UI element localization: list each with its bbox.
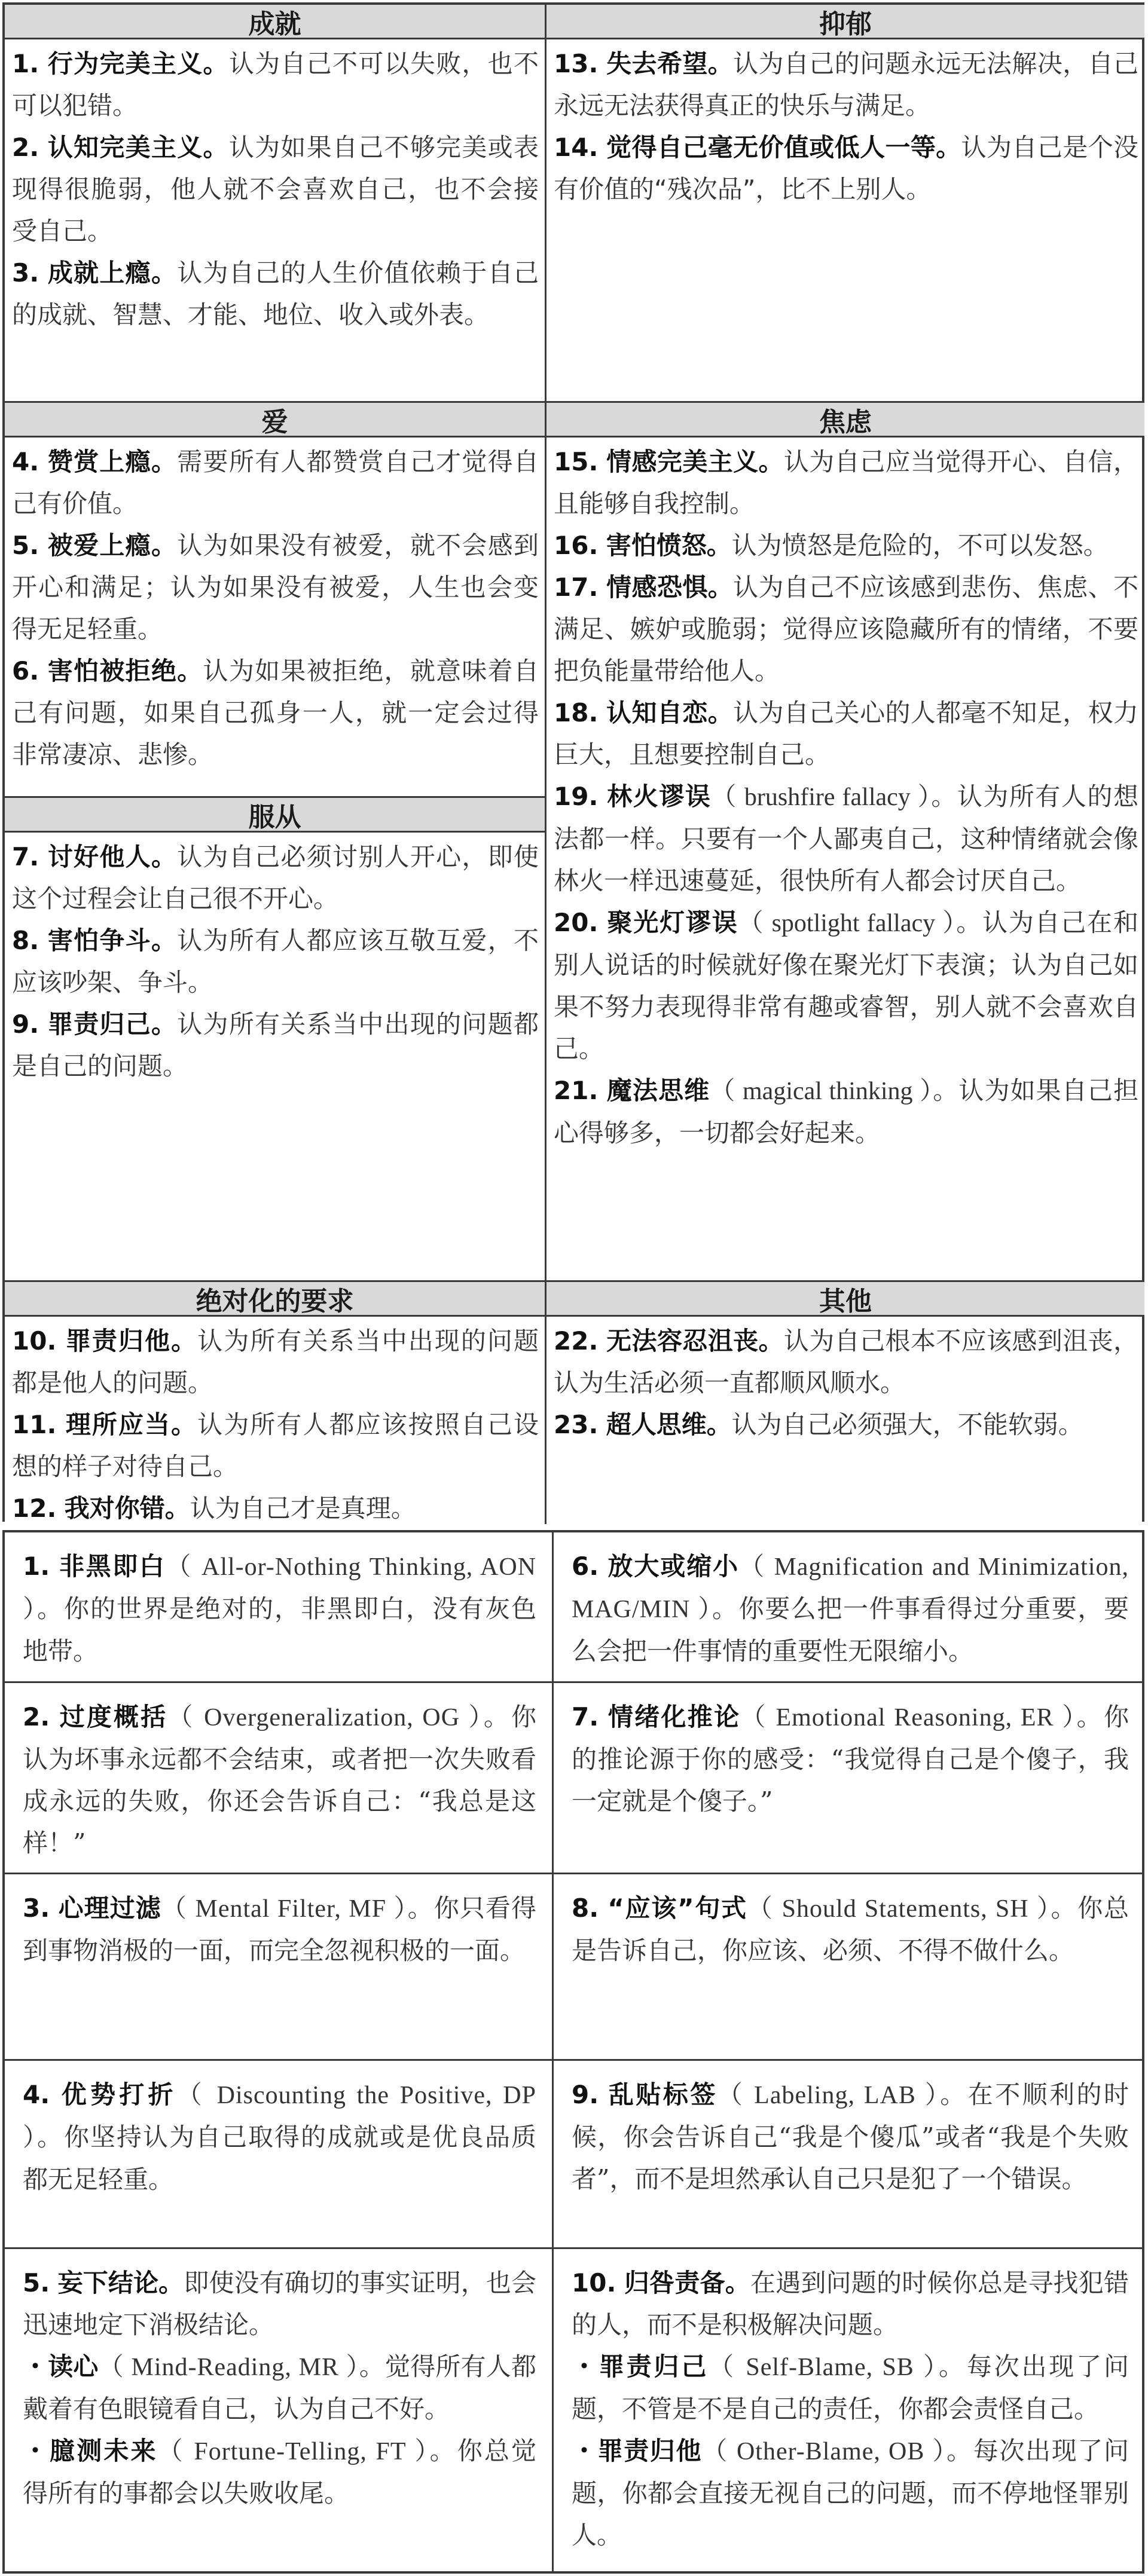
belief-item	[554, 127, 1138, 210]
item-desc: 认为自己必须讨别人开心，即使这个过程会让自己很不开心。	[12, 842, 539, 913]
item-english: （ Overgeneralization, OG ）。	[167, 1704, 511, 1731]
item-desc: 认为自己的问题永远无法解决，自己永远无法获得真正的快乐与满足。	[554, 49, 1138, 120]
section-achievement	[5, 5, 545, 403]
belief-item	[554, 1320, 1138, 1404]
item-desc: 认为所有关系当中出现的问题都是自己的问题。	[12, 1009, 539, 1081]
item-desc: 认为自己是个没有价值的“残次品”，比不上别人。	[554, 133, 1138, 204]
belief-item	[12, 1320, 539, 1404]
section-title: 抑郁	[546, 5, 1144, 39]
item-english: （ Emotional Reasoning, ER ）。	[740, 1704, 1104, 1731]
item-term: “应该”句式	[607, 1893, 747, 1923]
item-term: 优势打折	[61, 2080, 177, 2109]
item-desc: 即使没有确切的事实证明，也会迅速地定下消极结论。	[23, 2268, 536, 2339]
item-english: （ Discounting the Positive, DP ）。	[23, 2082, 536, 2152]
distortion-cell	[5, 2249, 552, 2571]
item-desc: 你只看得到事物消极的一面，而完全忽视积极的一面。	[23, 1893, 536, 1965]
bullet-dot: ・	[23, 2436, 50, 2465]
item-number: 4.	[12, 447, 39, 476]
item-number: 12.	[12, 1494, 57, 1523]
belief-item	[12, 920, 539, 1004]
item-term: 心理过滤	[58, 1893, 161, 1923]
item-desc: 每次出现了问题，不管是不是自己的责任，你都会责怪自己。	[572, 2352, 1129, 2424]
belief-item	[554, 1404, 1138, 1446]
section-title: 服从	[5, 798, 545, 833]
bullet-dot: ・	[572, 2352, 599, 2381]
sub-item	[23, 2430, 536, 2514]
item-number: 18.	[554, 698, 599, 727]
item-term: 无法容忍沮丧。	[606, 1326, 784, 1356]
item-number: 14.	[554, 133, 599, 162]
item-desc: 认为如果没有被爱，就不会感到开心和满足；认为如果没有被爱，人生也会变得无足轻重。	[12, 531, 539, 644]
belief-item	[554, 776, 1138, 902]
item-number: 22.	[554, 1326, 599, 1356]
belief-item	[12, 1404, 539, 1488]
item-english: （ Self-Blame, SB ）。	[709, 2354, 967, 2381]
item-desc: 觉得所有人都戴着有色眼镜看自己，认为自己不好。	[23, 2352, 536, 2424]
item-desc: 认为自己的人生价值依赖于自己的成就、智慧、才能、地位、收入或外表。	[12, 258, 539, 329]
item-number: 2.	[23, 1702, 50, 1731]
item-desc: 你总是告诉自己，你应该、必须、不得不做什么。	[572, 1893, 1129, 1965]
item-term: 罪责归他	[597, 2436, 703, 2465]
distortion-cell	[5, 1683, 552, 1874]
item-english: （ All-or-Nothing Thinking, AON ）。	[23, 1553, 536, 1623]
distortions-right-column	[554, 1532, 1144, 2571]
item-desc: 认为所有人都应该互敬互爱，不应该吵架、争斗。	[12, 926, 539, 997]
item-number: 5.	[12, 531, 39, 560]
item-english: （ Fortune-Telling, FT ）。	[157, 2438, 457, 2465]
belief-item	[554, 525, 1138, 567]
item-desc: 认为如果被拒绝，就意味着自己有问题，如果自己孤身一人，就一定会过得非常凄凉、悲惨。	[12, 656, 539, 769]
distortion-cell	[554, 2249, 1144, 2571]
belief-item	[12, 252, 539, 336]
item-term: 害怕被拒绝。	[47, 656, 203, 686]
item-desc: 你坚持认为自己取得的成就或是优良品质都无足轻重。	[23, 2122, 536, 2194]
distortion-cell	[5, 1532, 552, 1683]
belief-item	[554, 902, 1138, 1070]
item-number: 2.	[12, 133, 39, 162]
distortions-left-column	[5, 1532, 554, 2571]
item-desc: 认为自己必须强大，不能软弱。	[731, 1410, 1083, 1439]
item-term: 成就上瘾。	[47, 258, 178, 287]
distortion-cell	[5, 1874, 552, 2061]
item-term: 讨好他人。	[47, 842, 178, 871]
belief-item	[554, 1070, 1138, 1154]
belief-item	[12, 127, 539, 252]
item-term: 罪责归他。	[65, 1326, 198, 1356]
item-number: 13.	[554, 49, 599, 78]
bullet-dot: ・	[23, 2352, 48, 2381]
item-number: 8.	[12, 926, 39, 955]
item-number: 10.	[572, 2268, 616, 2297]
item-term: 情绪化推论	[607, 1702, 741, 1731]
item-desc: 认为自己在和别人说话的时候就好像在聚光灯下表演；认为自己如果不努力表现得非常有趣或睿智，别人就不会喜欢自己。	[554, 908, 1138, 1063]
item-desc: 认为自己根本不应该感到沮丧，认为生活必须一直都顺风顺水。	[554, 1326, 1138, 1397]
item-desc: 认为如果自己担心得够多，一切都会好起来。	[554, 1076, 1138, 1148]
item-desc: 在不顺利的时候，你会告诉自己“我是个傻瓜”或者“我是个失败者”，而不是坦然承认自己只是犯了一个错误。	[572, 2080, 1129, 2193]
item-english: （ Should Statements, SH ）。	[747, 1895, 1078, 1923]
item-term: 赞赏上瘾。	[47, 447, 178, 476]
item-number: 5.	[23, 2268, 50, 2297]
item-number: 11.	[12, 1410, 57, 1439]
belief-item	[12, 441, 539, 525]
item-number: 3.	[12, 258, 39, 287]
distortion-cell	[554, 2061, 1144, 2249]
item-english: （ spotlight fallacy ）。	[738, 910, 983, 937]
item-desc: 需要所有人都赞赏自己才觉得自己有价值。	[12, 447, 539, 518]
item-desc: 你认为坏事永远都不会结束，或者把一次失败看成永远的失败，你还会告诉自己：“我总是这样！”	[23, 1702, 536, 1858]
item-term: 情感完美主义。	[606, 447, 784, 476]
bullet-dot: ・	[572, 2436, 598, 2465]
item-number: 21.	[554, 1076, 599, 1105]
item-desc: 认为自己关心的人都毫不知足，权力巨大，且想要控制自己。	[554, 698, 1138, 769]
section-depression	[546, 5, 1144, 403]
section-anxiety	[546, 403, 1144, 1282]
item-term: 理所应当。	[65, 1410, 198, 1439]
item-desc: 认为所有关系当中出现的问题都是他人的问题。	[12, 1326, 539, 1397]
section-other	[546, 1282, 1144, 1524]
item-term: 乱贴标签	[608, 2080, 718, 2109]
item-term: 被爱上瘾。	[47, 531, 178, 560]
item-desc: 你的世界是绝对的，非黑即白，没有灰色地带。	[23, 1594, 536, 1666]
beliefs-left-column	[5, 5, 546, 1524]
belief-item	[554, 441, 1138, 525]
item-term: 失去希望。	[606, 49, 734, 78]
item-term: 害怕愤怒。	[606, 531, 732, 560]
item-number: 6.	[572, 1552, 599, 1581]
item-term: 罪责归己。	[47, 1009, 178, 1039]
item-number: 9.	[572, 2080, 599, 2109]
item-term: 臆测未来	[50, 2436, 158, 2465]
item-term: 认知自恋。	[606, 698, 734, 727]
item-number: 6.	[12, 656, 39, 686]
section-demands	[5, 1282, 545, 1524]
sub-item	[572, 2346, 1129, 2430]
belief-item	[554, 43, 1138, 127]
item-english: （ Other-Blame, OB ）。	[702, 2438, 973, 2465]
item-english: （ Mind-Reading, MR ）。	[98, 2354, 386, 2381]
item-desc: 你要么把一件事看得过分重要，要么会把一件事情的重要性无限缩小。	[572, 1594, 1129, 1666]
distortion-cell	[554, 1532, 1144, 1683]
item-desc: 认为所有人的想法都一样。只要有一个人鄙夷自己，这种情绪就会像林火一样迅速蔓延，很快所有人都会讨厌自己。	[554, 782, 1138, 895]
item-term: 罪责归己	[599, 2352, 709, 2381]
item-term: 情感恐惧。	[606, 573, 734, 602]
item-desc: 认为自己不可以失败，也不可以犯错。	[12, 49, 539, 120]
item-desc: 认为自己才是真理。	[190, 1494, 416, 1523]
item-term: 我对你错。	[64, 1494, 190, 1523]
belief-item	[12, 650, 539, 776]
item-desc: 你的推论源于你的感受：“我觉得自己是个傻子，我一定就是个傻子。”	[572, 1702, 1129, 1816]
distortions-table	[2, 1530, 1144, 2574]
sub-item	[572, 2430, 1129, 2556]
section-love	[5, 403, 545, 798]
item-desc: 认为自己不应该感到悲伤、焦虑、不满足、嫉妒或脆弱；觉得应该隐藏所有的情绪，不要把负能量带给他人。	[554, 573, 1138, 686]
item-english: （ magical thinking ）。	[710, 1078, 959, 1105]
item-number: 20.	[554, 908, 599, 937]
item-english: （ brushfire fallacy ）。	[711, 784, 957, 811]
section-title: 爱	[5, 403, 545, 438]
item-term: 行为完美主义。	[47, 49, 229, 78]
item-desc: 认为自己应当觉得开心、自信，且能够自我控制。	[554, 447, 1138, 518]
section-submission	[5, 798, 545, 1282]
belief-item	[12, 1488, 539, 1529]
item-english: （ Labeling, LAB ）。	[717, 2082, 968, 2109]
item-number: 23.	[554, 1410, 599, 1439]
belief-item	[12, 525, 539, 650]
item-number: 15.	[554, 447, 599, 476]
section-title: 成就	[5, 5, 545, 39]
item-desc: 每次出现了问题，你都会直接无视自己的问题，而不停地怪罪别人。	[572, 2436, 1129, 2550]
item-term: 认知完美主义。	[47, 133, 229, 162]
item-term: 妄下结论。	[57, 2268, 184, 2297]
item-term: 超人思维。	[606, 1410, 732, 1439]
item-number: 16.	[554, 531, 599, 560]
item-number: 3.	[23, 1893, 50, 1923]
belief-item	[554, 692, 1138, 776]
belief-item	[12, 43, 539, 127]
belief-item	[12, 836, 539, 920]
item-desc: 认为所有人都应该按照自己设想的样子对待自己。	[12, 1410, 539, 1481]
item-desc: 在遇到问题的时候你总是寻找犯错的人，而不是积极解决问题。	[572, 2268, 1129, 2339]
item-desc: 认为愤怒是危险的，不可以发怒。	[731, 531, 1109, 560]
distortion-cell	[554, 1874, 1144, 2061]
beliefs-table	[2, 2, 1144, 1522]
item-number: 1.	[23, 1552, 50, 1581]
item-number: 9.	[12, 1009, 39, 1039]
distortion-cell	[5, 2061, 552, 2249]
item-term: 归咎责备。	[624, 2268, 751, 2297]
item-term: 觉得自己毫无价值或低人一等。	[606, 133, 961, 162]
distortion-cell	[554, 1683, 1144, 1874]
item-term: 过度概括	[59, 1702, 168, 1731]
item-term: 聚光灯谬误	[607, 908, 738, 937]
item-english: （ Magnification and Minimization, MAG/MIN ）。	[572, 1553, 1129, 1623]
sub-item	[23, 2346, 536, 2430]
item-term: 非黑即白	[59, 1552, 166, 1581]
beliefs-right-column	[546, 5, 1144, 1524]
item-number: 1.	[12, 49, 39, 78]
belief-item	[554, 567, 1138, 692]
item-number: 7.	[572, 1702, 599, 1731]
item-number: 19.	[554, 782, 599, 811]
item-term: 读心	[48, 2352, 99, 2381]
item-term: 林火谬误	[607, 782, 712, 811]
item-number: 8.	[572, 1893, 599, 1923]
item-term: 害怕争斗。	[47, 926, 178, 955]
section-title: 其他	[546, 1282, 1144, 1317]
section-title: 绝对化的要求	[5, 1282, 545, 1317]
item-english: （ Mental Filter, MF ）。	[161, 1895, 434, 1923]
item-term: 魔法思维	[606, 1076, 710, 1105]
item-term: 放大或缩小	[607, 1552, 740, 1581]
item-number: 7.	[12, 842, 39, 871]
item-desc: 认为如果自己不够完美或表现得很脆弱，他人就不会喜欢自己，也不会接受自己。	[12, 133, 539, 246]
item-desc: 你总觉得所有的事都会以失败收尾。	[23, 2436, 536, 2508]
item-number: 4.	[23, 2080, 50, 2109]
belief-item	[12, 1004, 539, 1087]
item-number: 17.	[554, 573, 599, 602]
item-number: 10.	[12, 1326, 57, 1356]
section-title: 焦虑	[546, 403, 1144, 438]
